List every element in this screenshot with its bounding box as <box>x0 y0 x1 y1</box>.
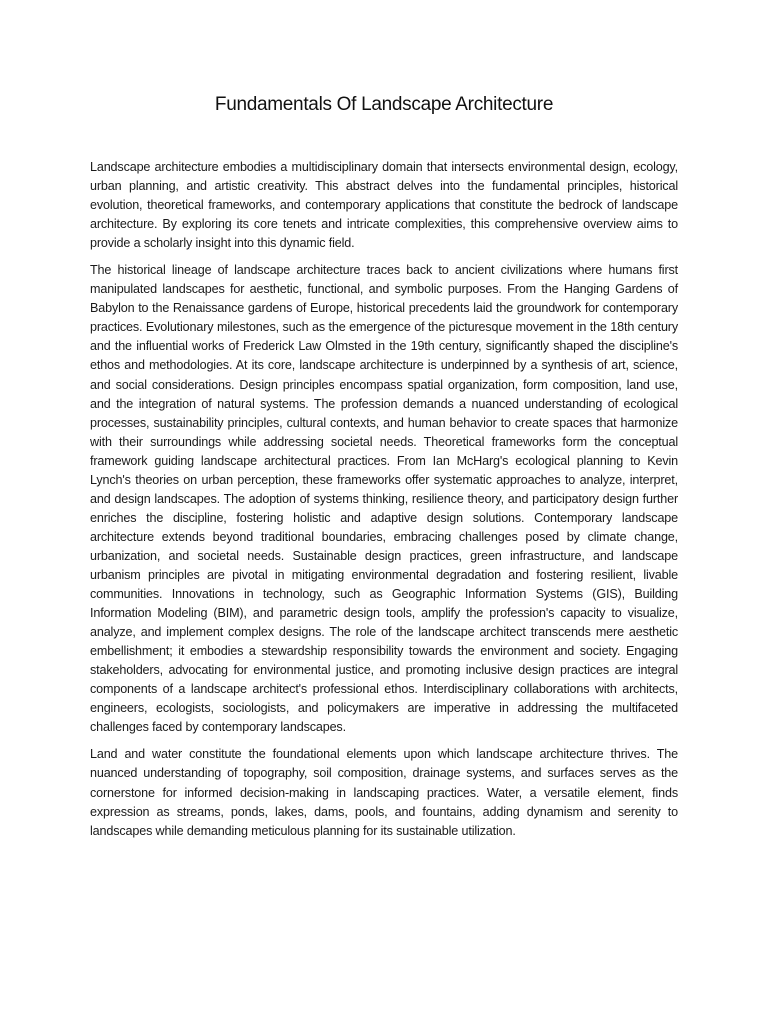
document-title: Fundamentals Of Landscape Architecture <box>214 94 554 115</box>
paragraph-history-and-principles: The historical lineage of landscape architecture traces back to ancient civilizations where humans first manipulated landscapes for aesthetic, functional, and symbolic purposes. From the Hanging Gardens of Babylon to the Renaissance gardens of Europe, historical precedents laid the groundwork for contemporary practices. Evolutionary milestones, such as the emergence of the picturesque movement in the 18th century and the influential works of Frederick Law Olmsted in the 19th century, significantly shaped the discipline's ethos and methodologies. At its core, landscape architecture is underpinned by a synthesis of art, science, and social considerations. Design principles encompass spatial organization, form composition, land use, and the integration of natural systems. The profession demands a nuanced understanding of ecological processes, sustainability principles, cultural contexts, and human behavior to create spaces that harmonize with their surroundings while addressing societal needs. Theoretical frameworks form the conceptual framework guiding landscape architectural practices. From Ian McHarg's ecological planning to Kevin Lynch's theories on urban perception, these frameworks offer systematic approaches to analyze, interpret, and design landscapes. The adoption of systems thinking, resilience theory, and participatory design further enriches the discipline, fostering holistic and adaptive design solutions. Contemporary landscape architecture extends beyond traditional boundaries, embracing challenges posed by climate change, urbanization, and societal needs. Sustainable design practices, green infrastructure, and landscape urbanism principles are pivotal in mitigating environmental degradation and fostering resilient, livable communities. Innovations in technology, such as Geographic Information Systems (GIS), Building Information Modeling (BIM), and parametric design tools, amplify the profession's capacity to visualize, analyze, and implement complex designs. The role of the landscape architect transcends mere aesthetic embellishment; it embodies a stewardship responsibility towards the environment and society. Engaging stakeholders, advocating for environmental justice, and promoting inclusive design practices are integral components of a landscape architect's professional ethos. Interdisciplinary collaborations with architects, engineers, ecologists, sociologists, and policymakers are imperative in addressing the multifaceted challenges faced by contemporary landscapes. <box>90 263 678 735</box>
document-body <box>90 158 678 849</box>
paragraph-abstract: Landscape architecture embodies a multidisciplinary domain that intersects environmental design, ecology, urban planning, and artistic creativity. This abstract delves into the fundamental principles, historical evolution, theoretical frameworks, and contemporary applications that constitute the bedrock of landscape architecture. By exploring its core tenets and intricate complexities, this comprehensive overview aims to provide a scholarly insight into this dynamic field. <box>90 160 678 251</box>
paragraph-land-and-water: Land and water constitute the foundational elements upon which landscape architecture thrives. The nuanced understanding of topography, soil composition, drainage systems, and surfaces serves as the cornerstone for informed decision-making in landscaping practices. Water, a versatile element, finds expression as streams, ponds, lakes, dams, pools, and fountains, adding dynamism and serenity to landscapes while demanding meticulous planning for its sustainable utilization. <box>90 747 678 838</box>
